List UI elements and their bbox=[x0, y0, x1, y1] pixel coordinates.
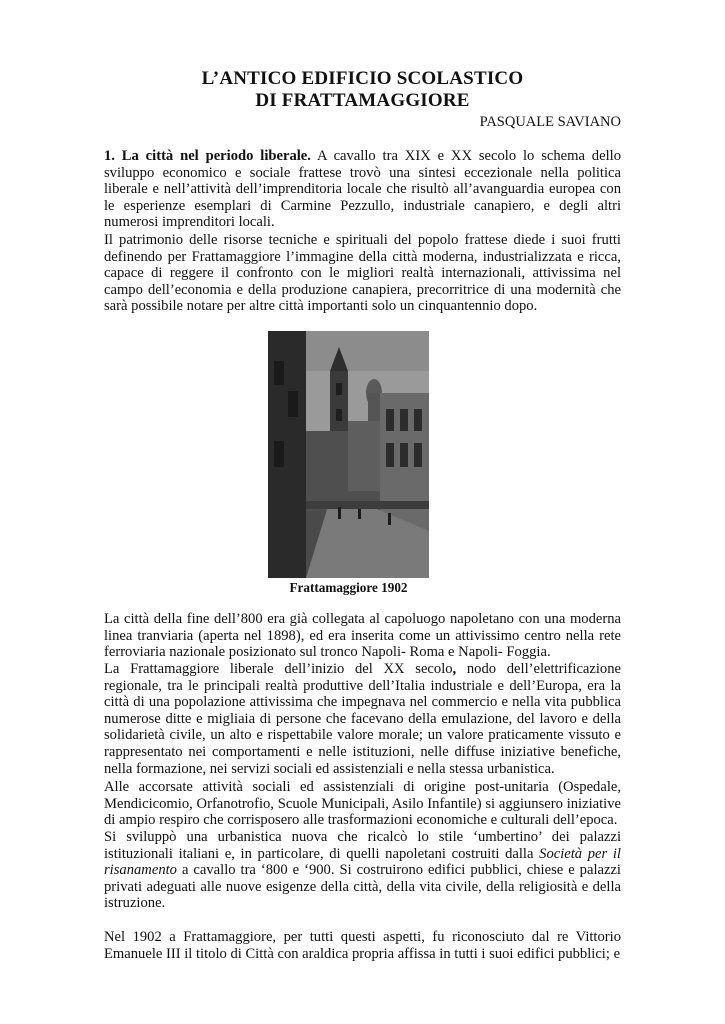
historic-photo bbox=[268, 331, 429, 578]
section-heading: 1. La città nel periodo liberale. bbox=[104, 148, 311, 164]
paragraph-6-text-b: a cavallo tra ‘800 e ‘900. Si costruirono edifici pubblici, chiese e palazzi privati adeguati alle nuove esigenze della città, della vita civile, della religiosità e della istruzione. bbox=[104, 862, 621, 912]
paragraph-6 bbox=[104, 829, 621, 912]
paragraph-5: Alle accorsate attività sociali ed assistenziali di origine post-unitaria (Ospedale, Mendicicomio, Orfanotrofio, Scuole Municipali, Asilo Infantile) si aggiunsero iniziative di ampio respiro che corrisposero alle trasformazioni economiche e culturali dell’epoca. bbox=[104, 779, 621, 829]
photo-illustration bbox=[268, 331, 429, 578]
paragraph-6-italic: Società per il risanamento bbox=[104, 845, 621, 879]
paragraph-3: La città della fine dell’800 era già collegata al capoluogo napoletano con una moderna linea tranviaria (aperta nel 1898), ed era inserita come un attivissimo centro nella rete ferroviaria nazionale posizionato sul tronco Napoli- Roma e Napoli- Foggia. bbox=[104, 611, 621, 661]
photo-caption: Frattamaggiore 1902 bbox=[289, 580, 408, 595]
paragraph-7: Nel 1902 a Frattamaggiore, per tutti questi aspetti, fu riconosciuto dal re Vittorio Emanuele III il titolo di Città con araldica propria affissa in tutti i suoi edifici pubblici; e bbox=[104, 929, 621, 962]
paragraph-4-text-a: La Frattamaggiore liberale dell’inizio del XX secolo bbox=[104, 661, 453, 677]
title-line-1: L’ANTICO EDIFICIO SCOLASTICO bbox=[201, 68, 524, 89]
paragraph-1 bbox=[104, 148, 621, 231]
paragraph-6-text-a: Si sviluppò una urbanistica nuova che ricalcò lo stile ‘umbertino’ dei palazzi istituzionali italiani e, in particolare, di quelli napoletani costruiti dalla bbox=[104, 829, 621, 862]
paragraph-1-text: A cavallo tra XIX e XX secolo lo schema dello sviluppo economico e sociale frattese trovò una sintesi eccezionale nella politica liberale e nell’attività dell’imprenditoria locale che risultò all’avanguardia europea con le esperienze esemplari di Carmine Pezzullo, industriale canapiero, e degli altri numerosi imprenditori locali. bbox=[104, 148, 621, 231]
paragraph-4 bbox=[104, 661, 621, 777]
document-title bbox=[0, 68, 725, 112]
title-line-2: DI FRATTAMAGGIORE bbox=[255, 90, 470, 111]
paragraph-4-text-b: nodo dell’elettrificazione regionale, tra le principali realtà produttive dell’Italia industriale e dell’Europa, era la città di una popolazione attivissima che impegnava nel commercio e nella vita pubblica numerose ditte e migliaia di persone che facevano della emulazione, del lavoro e della solidarietà civile, un alto e rispettabile valore morale; un valore praticamente vissuto e rappresentato nei comportamenti e nelle istituzioni, nelle diffuse iniziative benefiche, nella formazione, nei servizi sociali ed assistenziali e nella stessa urbanistica. bbox=[104, 661, 621, 777]
author-name: PASQUALE SAVIANO bbox=[479, 114, 621, 130]
paragraph-2: Il patrimonio delle risorse tecniche e spirituali del popolo frattese diede i suoi frutti definendo per Frattamaggiore l’immagine della città moderna, industrializzata e ricca, capace di reggere il confronto con le migliori realtà internazionali, attivissima nel campo dell’economia e della produzione canapiera, precorritrice di una modernità che sarà possibile notare per altre città importanti solo un cinquantennio dopo. bbox=[104, 232, 621, 315]
paragraph-4-comma: , bbox=[452, 661, 457, 677]
